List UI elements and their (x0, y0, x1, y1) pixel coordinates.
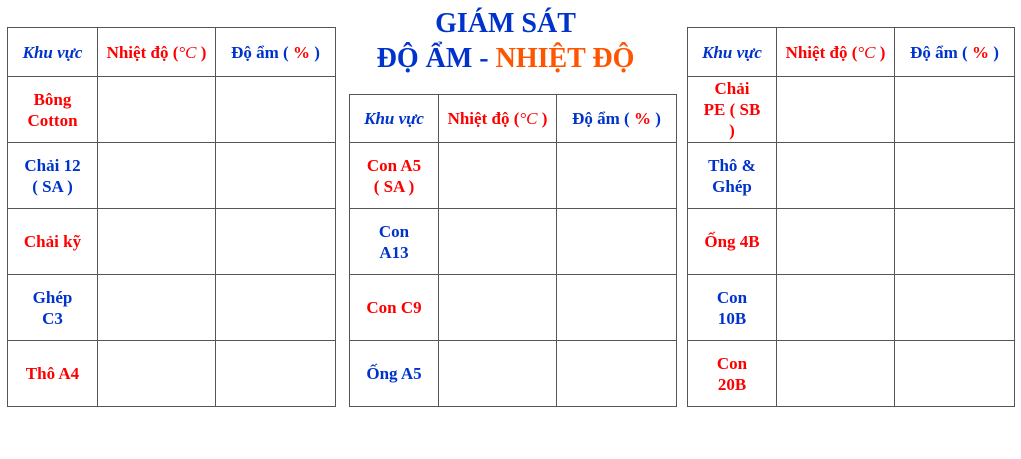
title-humidity-text: ĐỘ ẨM - (376, 43, 496, 74)
table-row (350, 275, 677, 341)
humidity-value-cell (895, 77, 1015, 143)
humidity-value-cell (895, 341, 1015, 407)
temperature-value-cell (98, 209, 216, 275)
area-name-cell: Bông Cotton (8, 77, 98, 143)
area-name-cell: Thô & Ghép (688, 143, 777, 209)
header-humidity-label: Độ ẩm ( (231, 42, 293, 62)
humidity-value-cell (557, 143, 677, 209)
temperature-value-cell (98, 341, 216, 407)
table-row (8, 341, 336, 407)
temperature-value-cell (439, 209, 557, 275)
header-humidity-unit: % (971, 42, 989, 62)
area-name-cell: Con C9 (350, 275, 439, 341)
header-humidity-label: Độ ẩm ( (572, 109, 634, 128)
table-row (688, 209, 1015, 275)
temperature-value-cell (439, 275, 557, 341)
table-header-row (8, 28, 336, 77)
header-temperature (98, 28, 216, 77)
humidity-value-cell (216, 275, 336, 341)
temperature-value-cell (98, 275, 216, 341)
humidity-value-cell (557, 275, 677, 341)
header-temperature-unit: °C (178, 42, 197, 62)
humidity-value-cell (557, 341, 677, 407)
temperature-value-cell (777, 275, 895, 341)
area-name-cell: Con 10B (688, 275, 777, 341)
humidity-value-cell (557, 209, 677, 275)
page-title-line1: GIÁM SÁT (435, 8, 576, 39)
header-temperature (439, 95, 557, 143)
area-name-cell: Con 20B (688, 341, 777, 407)
table-row (688, 275, 1015, 341)
header-area: Khu vực (350, 95, 439, 143)
header-temperature-label: Nhiệt độ ( (447, 109, 520, 128)
header-humidity-label: Độ ẩm ( (910, 42, 972, 62)
header-humidity (557, 95, 677, 143)
temperature-value-cell (777, 143, 895, 209)
table-row (350, 143, 677, 209)
table-row (8, 275, 336, 341)
temperature-value-cell (777, 77, 895, 143)
area-name-cell: Con A13 (350, 209, 439, 275)
humidity-value-cell (895, 275, 1015, 341)
table-row (688, 341, 1015, 407)
humidity-value-cell (216, 341, 336, 407)
area-name-cell: Ống A5 (350, 341, 439, 407)
header-area: Khu vực (8, 28, 98, 77)
left-monitor-table (7, 27, 336, 407)
header-temperature-unit: °C (519, 109, 538, 128)
header-temperature-close: ) (196, 42, 207, 62)
header-temperature-label: Nhiệt độ ( (785, 42, 858, 62)
temperature-value-cell (439, 341, 557, 407)
header-temperature (777, 28, 895, 77)
humidity-value-cell (216, 77, 336, 143)
table-row (350, 341, 677, 407)
middle-monitor-table (349, 94, 677, 407)
table-row (688, 143, 1015, 209)
header-humidity-close: ) (309, 42, 320, 62)
humidity-value-cell (895, 209, 1015, 275)
humidity-value-cell (216, 209, 336, 275)
header-humidity-unit: % (633, 109, 651, 128)
humidity-value-cell (895, 143, 1015, 209)
area-name-cell: Con A5 ( SA ) (350, 143, 439, 209)
header-temperature-unit: °C (857, 42, 876, 62)
table-row (350, 209, 677, 275)
header-area: Khu vực (688, 28, 777, 77)
temperature-value-cell (777, 341, 895, 407)
header-temperature-label: Nhiệt độ ( (106, 42, 179, 62)
temperature-value-cell (98, 77, 216, 143)
area-name-cell: Ống 4B (688, 209, 777, 275)
humidity-value-cell (216, 143, 336, 209)
header-humidity-close: ) (988, 42, 999, 62)
table-header-row (350, 95, 677, 143)
header-humidity (216, 28, 336, 77)
area-name-cell: Ghép C3 (8, 275, 98, 341)
header-temperature-close: ) (875, 42, 886, 62)
temperature-value-cell (98, 143, 216, 209)
table-row (8, 209, 336, 275)
header-humidity-unit: % (292, 42, 310, 62)
area-name-cell: Chải kỹ (8, 209, 98, 275)
header-temperature-close: ) (537, 109, 548, 128)
title-temperature-text: NHIỆT ĐỘ (495, 43, 635, 74)
header-humidity (895, 28, 1015, 77)
table-header-row (688, 28, 1015, 77)
area-name-cell: Chải PE ( SB ) (688, 77, 777, 143)
area-name-cell: Chải 12 ( SA ) (8, 143, 98, 209)
temperature-value-cell (439, 143, 557, 209)
temperature-value-cell (777, 209, 895, 275)
area-name-cell: Thô A4 (8, 341, 98, 407)
table-row (8, 77, 336, 143)
table-row (688, 77, 1015, 143)
right-monitor-table (687, 27, 1015, 407)
header-humidity-close: ) (650, 109, 661, 128)
table-row (8, 143, 336, 209)
